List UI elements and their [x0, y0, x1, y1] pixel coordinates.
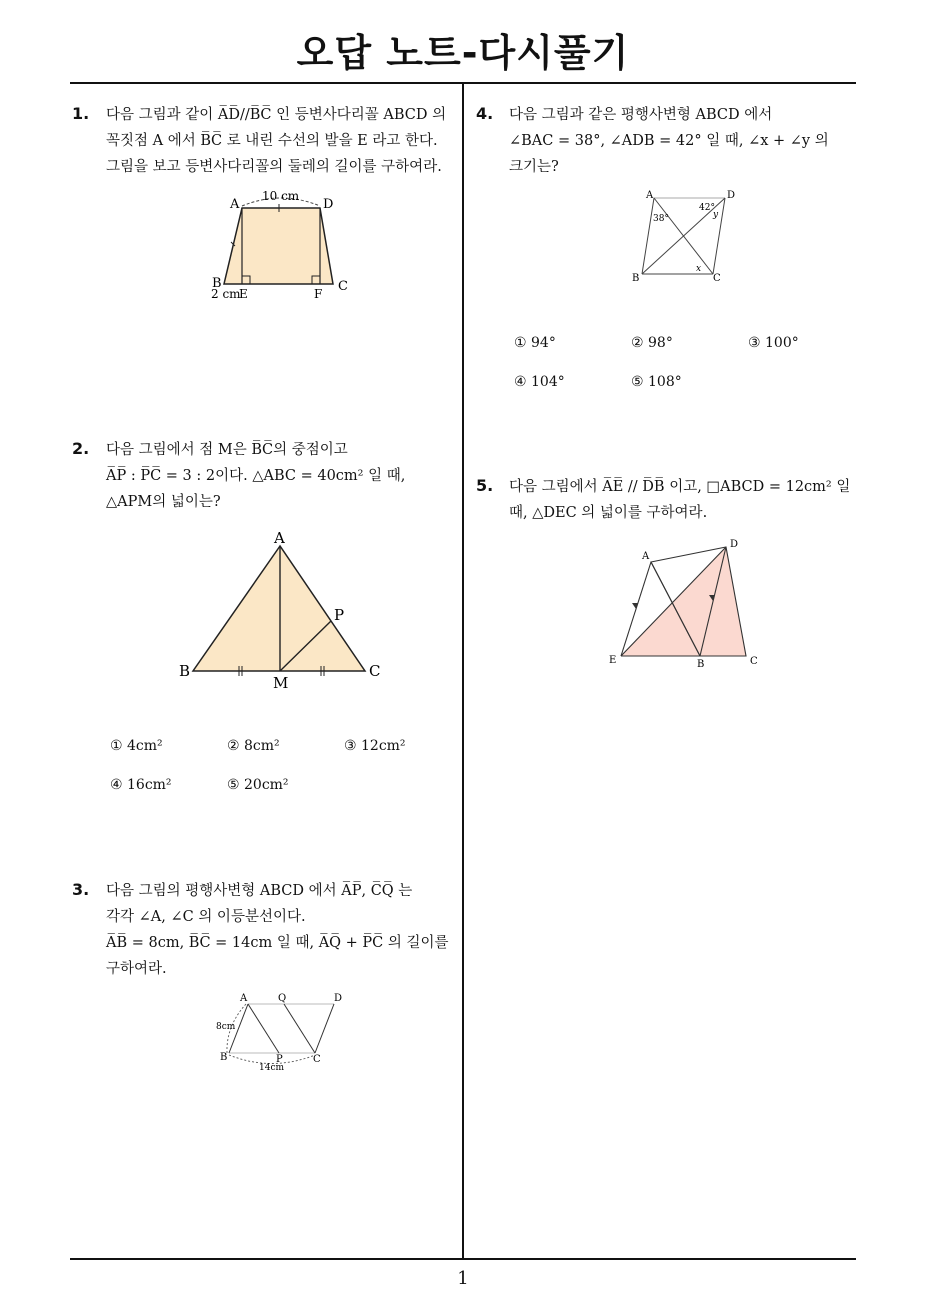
question-text — [106, 437, 405, 515]
label-2cm: 2 cm — [211, 287, 241, 301]
label-F: F — [314, 287, 323, 301]
choice-4[interactable]: ④ 104° — [514, 374, 565, 390]
label-C: C — [313, 1054, 321, 1065]
label-B: B — [179, 662, 191, 680]
label-x: x — [696, 264, 702, 274]
label-A: A — [646, 190, 654, 201]
choice-1[interactable]: ① 94° — [514, 335, 556, 351]
label-42: 42° — [699, 203, 715, 213]
label-B: B — [697, 659, 705, 670]
question-text — [106, 878, 449, 982]
label-14cm: 14cm — [259, 1063, 285, 1073]
question-number: 2. — [72, 439, 90, 458]
label-D: D — [727, 190, 736, 201]
label-Q: Q — [278, 993, 287, 1004]
question-line: 각각 ∠A, ∠C 의 이등분선이다. — [106, 909, 306, 925]
label-P: P — [334, 606, 345, 624]
question-line: 때, △DEC 의 넓이를 구하여라. — [509, 505, 708, 521]
question-number: 4. — [476, 104, 494, 123]
question-text — [509, 474, 850, 526]
question-line: 다음 그림에서 점 M은 B̅C̅의 중점이고 — [106, 442, 348, 458]
question-line: 다음 그림과 같이 A̅D̅//B̅C̅ 인 등변사다리꼴 ABCD 의 — [106, 107, 447, 123]
label-M: M — [273, 674, 289, 692]
area-figure-dec — [600, 535, 770, 675]
label-10cm: 10 cm — [262, 189, 300, 203]
page-number: 1 — [457, 1268, 469, 1289]
question-line: △APM의 넓이는? — [106, 494, 221, 510]
question-line: 다음 그림과 같은 평행사변형 ABCD 에서 — [509, 107, 773, 123]
question-line: ∠BAC = 38°, ∠ADB = 42° 일 때, ∠x + ∠y 의 — [509, 133, 829, 149]
column-divider — [462, 84, 464, 1258]
question-line: 꼭짓점 A 에서 B̅C̅ 로 내린 수선의 발을 E 라고 한다. — [106, 133, 438, 149]
question-line: 다음 그림의 평행사변형 ABCD 에서 A̅P̅, C̅Q̅ 는 — [106, 883, 413, 899]
choice-5[interactable]: ⑤ 108° — [631, 374, 682, 390]
label-P: P — [276, 1054, 283, 1065]
label-B: B — [212, 276, 222, 291]
label-C: C — [713, 273, 721, 284]
parallelogram-figure-xy — [625, 186, 745, 286]
label-A: A — [240, 993, 248, 1004]
page-title: 오답 노트-다시풀기 — [296, 31, 630, 75]
label-A: A — [230, 197, 240, 212]
question-number: 5. — [476, 476, 494, 495]
label-8cm: 8cm — [216, 1022, 236, 1032]
choice-1[interactable]: ① 4cm² — [110, 738, 163, 754]
label-D: D — [323, 197, 334, 212]
question-number: 1. — [72, 104, 90, 123]
choice-3[interactable]: ③ 12cm² — [344, 738, 406, 754]
question-line: 다음 그림에서 A̅E̅ // D̅B̅ 이고, □ABCD = 12cm² 일 — [509, 479, 851, 495]
question-line: A̅B̅ = 8cm, B̅C̅ = 14cm 일 때, A̅Q̅ + P̅C̅ 의 길이를 — [106, 935, 449, 951]
label-A: A — [274, 529, 285, 547]
choice-2[interactable]: ② 8cm² — [227, 738, 280, 754]
bottom-rule — [70, 1258, 856, 1260]
label-E: E — [609, 655, 617, 666]
label-C: C — [338, 279, 348, 294]
label-D: D — [730, 539, 739, 550]
question-text — [509, 102, 829, 180]
parallelogram-figure-aqpc — [212, 990, 352, 1075]
label-A: A — [642, 551, 650, 562]
triangle-figure — [175, 528, 395, 693]
choice-4[interactable]: ④ 16cm² — [110, 777, 172, 793]
label-B: B — [220, 1052, 228, 1063]
label-B: B — [632, 273, 640, 284]
question-text — [106, 102, 446, 180]
question-line: 구하여라. — [106, 961, 167, 977]
label-C: C — [369, 662, 381, 680]
question-number: 3. — [72, 880, 90, 899]
label-C: C — [750, 656, 758, 667]
label-y: y — [713, 210, 719, 220]
choice-2[interactable]: ② 98° — [631, 335, 673, 351]
trapezoid-figure — [200, 186, 360, 306]
label-E: E — [239, 287, 248, 301]
label-38: 38° — [653, 214, 669, 224]
question-line: A̅P̅ : P̅C̅ = 3 : 2이다. △ABC = 40cm² 일 때, — [106, 468, 406, 484]
question-line: 그림을 보고 등변사다리꼴의 둘레의 길이를 구하여라. — [106, 159, 442, 175]
choice-3[interactable]: ③ 100° — [748, 335, 799, 351]
label-D: D — [334, 993, 343, 1004]
choice-5[interactable]: ⑤ 20cm² — [227, 777, 289, 793]
question-line: 크기는? — [509, 159, 559, 175]
